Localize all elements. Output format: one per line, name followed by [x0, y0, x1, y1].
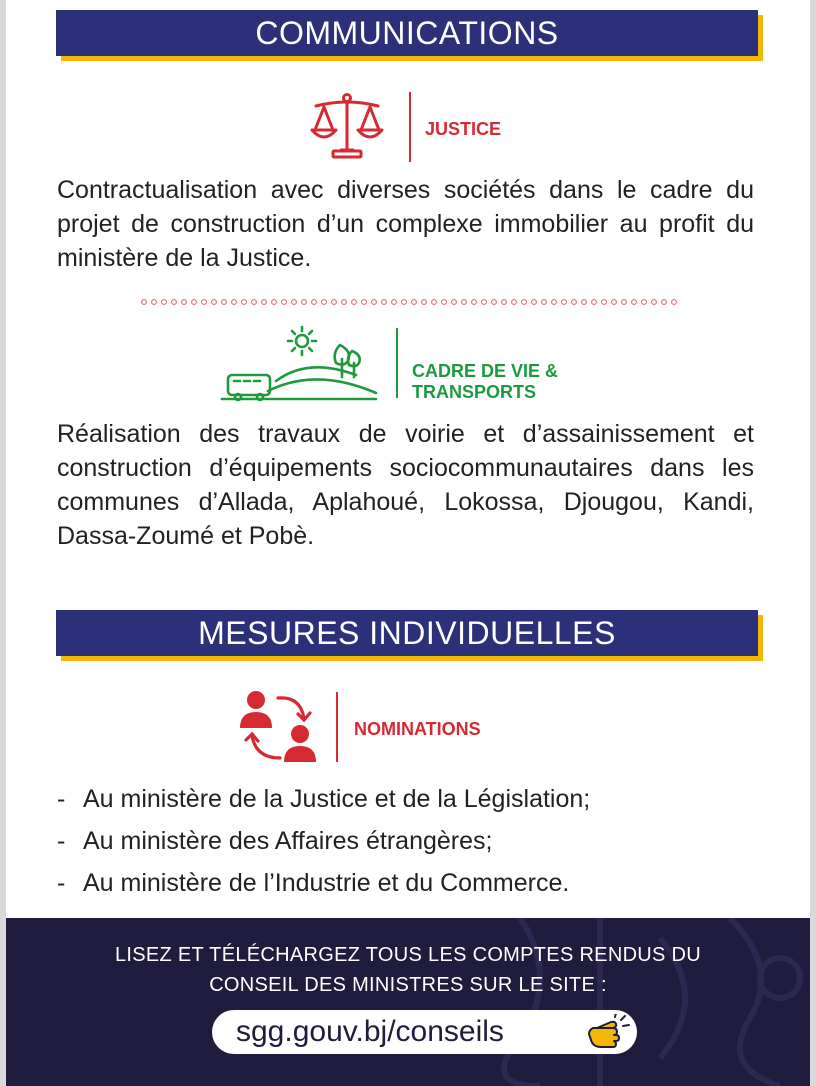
pointing-hand-icon[interactable]: [583, 1014, 631, 1050]
people-exchange-icon: [238, 688, 324, 768]
website-link[interactable]: [212, 1010, 637, 1054]
communications-banner: [56, 10, 758, 56]
footer-line1: LISEZ ET TÉLÉCHARGEZ TOUS LES COMPTES RENDUS DU: [114, 944, 702, 966]
dotted-separator: [140, 298, 685, 306]
cadre-divider: [396, 328, 398, 398]
nominations-list: [57, 778, 777, 904]
list-item: - Au ministère de la Justice et de la Législation;: [57, 785, 591, 813]
landscape-bus-icon: [216, 323, 380, 403]
justice-label: JUSTICE: [425, 119, 502, 139]
communications-title: COMMUNICATIONS: [255, 15, 559, 51]
cadre-label: [412, 361, 558, 403]
list-item: - Au ministère de l’Industrie et du Commerce.: [57, 869, 570, 897]
scales-icon: [308, 90, 386, 162]
justice-paragraph: Contractualisation avec diverses sociétés dans le cadre du projet de construction d’un complexe immobilier au profit du ministère de la Justice.: [57, 176, 754, 272]
mesures-banner: [56, 610, 758, 656]
footer-text: [6, 940, 810, 1000]
justice-divider: [409, 92, 411, 162]
nominations-label: NOMINATIONS: [354, 719, 481, 739]
list-item: - Au ministère des Affaires étrangères;: [57, 827, 493, 855]
mesures-title: MESURES INDIVIDUELLES: [198, 615, 616, 651]
cadre-label-line1: CADRE DE VIE &: [412, 361, 559, 381]
footer: [6, 918, 810, 1086]
cadre-label-line2: TRANSPORTS: [412, 382, 537, 402]
website-link-text[interactable]: sgg.gouv.bj/conseils: [236, 1015, 504, 1048]
nominations-divider: [336, 692, 338, 762]
footer-line2: CONSEIL DES MINISTRES SUR LE SITE :: [209, 974, 607, 996]
cadre-paragraph: Réalisation des travaux de voirie et d’assainissement et construction d’équipements sociocommunautaires dans les communes d’Allada, Aplahoué, Lokossa, Djougou, Kandi, Dassa-Zoumé et Pobè.: [57, 420, 754, 550]
